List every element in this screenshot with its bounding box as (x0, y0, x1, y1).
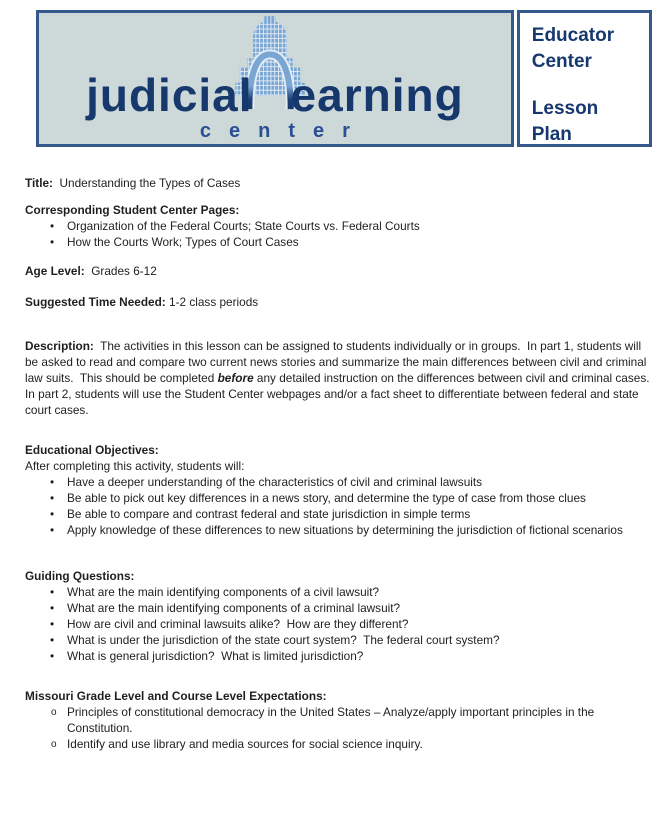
list-item: • What are the main identifying components of a civil lawsuit? (67, 584, 652, 600)
description-emphasis: before (217, 371, 254, 385)
list-item: • What is under the jurisdiction of the state court system? The federal court system? (67, 632, 652, 648)
description-text-after: any detailed instruction on the differences between civil and criminal cases. In part 2, students will use the Student Center webpages and/or a fact sheet to differentiate between federal and state court cases. (25, 371, 657, 417)
title-label: Title: (25, 176, 53, 190)
badge-line-center: Center (531, 51, 592, 72)
guiding-questions-list (25, 584, 652, 664)
badge-educator-center (532, 23, 643, 75)
logo-wordmark (39, 13, 511, 121)
description-paragraph (25, 338, 657, 418)
missouri-expectations-list (25, 704, 652, 752)
list-item: o Principles of constitutional democracy in the United States – Analyze/apply important principles in the Constitution. (67, 704, 652, 736)
educator-center-lesson-plan-badge (517, 10, 652, 147)
student-pages-list (25, 218, 652, 250)
badge-line-plan: Plan (531, 124, 572, 145)
objectives-intro: After completing this activity, students will: (25, 459, 245, 473)
time-needed-row (25, 294, 652, 310)
list-item: • Organization of the Federal Courts; State Courts vs. Federal Courts (67, 218, 652, 234)
list-item: • How the Courts Work; Types of Court Cases (67, 234, 652, 250)
badge-line-educator: Educator (531, 25, 615, 46)
missouri-expectations-heading: Missouri Grade Level and Course Level Expectations: (25, 689, 327, 703)
time-needed-label: Suggested Time Needed: (25, 295, 166, 309)
student-pages-heading: Corresponding Student Center Pages: (25, 203, 240, 217)
logo-subtitle-center: center (199, 120, 368, 142)
logo-word-judicial: judicial (86, 69, 253, 121)
list-item: o Identify and use library and media sources for social science inquiry. (67, 736, 652, 752)
age-level-value: Grades 6-12 (84, 264, 157, 278)
list-item: • Be able to compare and contrast federal and state jurisdiction in simple terms (67, 506, 652, 522)
lesson-plan-body (25, 175, 657, 752)
list-item: • What is general jurisdiction? What is limited jurisdiction? (67, 648, 652, 664)
time-needed-value: 1-2 class periods (165, 295, 259, 309)
list-item: • What are the main identifying components of a criminal lawsuit? (67, 600, 652, 616)
age-level-row (25, 263, 652, 279)
judicial-learning-center-logo (36, 10, 514, 147)
badge-lesson-plan (532, 96, 643, 148)
header-banner (36, 10, 652, 147)
title-row (25, 175, 652, 191)
age-level-label: Age Level: (25, 264, 85, 278)
list-item: • Apply knowledge of these differences to new situations by determining the jurisdiction of fictional scenarios (67, 522, 652, 538)
list-item: • Have a deeper understanding of the characteristics of civil and criminal lawsuits (67, 474, 652, 490)
guiding-questions-heading: Guiding Questions: (25, 569, 135, 583)
list-item: • Be able to pick out key differences in a news story, and determine the type of case from those clues (67, 490, 652, 506)
badge-line-lesson: Lesson (531, 98, 599, 119)
description-text-before: The activities in this lesson can be assigned to students individually or in groups. In part 1, students will be asked to read and compare two current news stories and summarize the main differences between civil and criminal law suits. This should be completed (25, 339, 650, 385)
objectives-list (25, 474, 652, 538)
title-value: Understanding the Types of Cases (52, 176, 241, 190)
description-label: Description: (25, 339, 94, 353)
logo-word-learning: earning (290, 69, 464, 121)
list-item: • How are civil and criminal lawsuits alike? How are they different? (67, 616, 652, 632)
objectives-heading: Educational Objectives: (25, 443, 159, 457)
